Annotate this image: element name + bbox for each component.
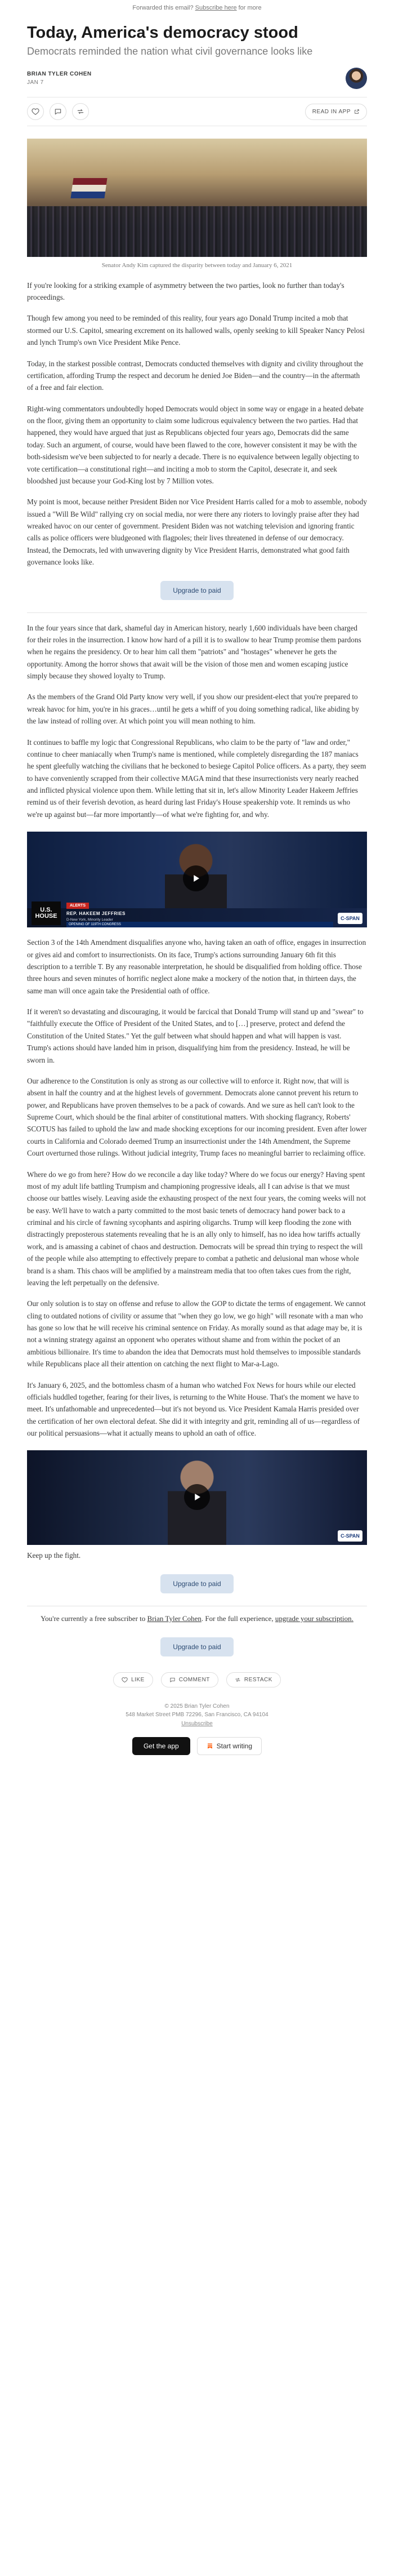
- video-live-tag: ALERTS: [66, 903, 89, 909]
- byline: [27, 68, 367, 89]
- post-actions: [27, 97, 367, 126]
- cspan-logo: C-SPAN: [338, 1530, 362, 1542]
- video-speaker-name: REP. HAKEEM JEFFRIES: [66, 911, 126, 917]
- start-writing-button[interactable]: [197, 1737, 262, 1755]
- hero-image[interactable]: [27, 139, 367, 257]
- subscription-note: [27, 1613, 367, 1625]
- restack-icon: [77, 108, 84, 116]
- play-icon: [192, 1492, 202, 1502]
- paragraph: Though few among you need to be reminded of this reality, four years ago Donald Trump incited a mob that stormed our U.S. Capitol, smearing excrement on its hallowed walls, openly seeking to kill Speaker Nancy Pelosi and lynch Trump's own Vice President Mike Pence.: [27, 314, 365, 347]
- video-ticker: OPENING OF 119TH CONGRESS: [66, 922, 333, 927]
- publication-link[interactable]: Brian Tyler Cohen: [147, 1614, 202, 1623]
- cspan-logo: C-SPAN: [338, 913, 362, 924]
- unsubscribe-link[interactable]: Unsubscribe: [181, 1720, 213, 1727]
- paragraph: As the members of the Grand Old Party know very well, if you show our president-elect that you're prepared to wreak havoc for him, you're in his graces…until he gets a whiff of you doing something radical, like abiding by the law instead of rolling over. At which point you will mean nothing to him.: [27, 692, 359, 726]
- paragraph: If you're looking for a striking example of asymmetry between the two parties, look no further than today's proceedings.: [27, 281, 344, 302]
- upgrade-subscription-link[interactable]: upgrade your subscription.: [275, 1614, 353, 1623]
- divider: [27, 612, 367, 613]
- video-embed-jeffries[interactable]: [27, 832, 367, 927]
- hero-caption: Senator Andy Kim captured the disparity between today and January 6, 2021: [101, 262, 293, 269]
- post-container: [27, 24, 367, 1766]
- hero-flag-shape: [70, 178, 107, 198]
- footer-comment-button[interactable]: [161, 1672, 218, 1687]
- footer: [27, 1702, 367, 1729]
- footer-actions: [27, 1672, 367, 1687]
- comment-button[interactable]: [50, 103, 66, 120]
- forward-suffix: for more: [238, 5, 262, 11]
- closing-line: Keep up the fight.: [27, 1551, 81, 1560]
- hero-crowd-shape: [27, 206, 367, 257]
- paragraph: Right-wing commentators undoubtedly hoped Democrats would object in some way or engage in a heated debate on the floor, giving them an opportunity to claim some ludicrous equivalency between the two parties. Had that happened, they would have argued that just as Republicans objected four years ago, Democrats did the same today. Such an argument, of course, would have been flawed to the core, however consistent it may be with the both-sidesism we've been subjected to for nearly a decade. There is no equivalence between legally objecting to vote certification—a constitutional right—and inciting a mob to storm the Capitol, desecrate it, and seek bloodshed just because your God-King lost by 7 Million votes.: [27, 404, 364, 485]
- restack-button[interactable]: [72, 103, 89, 120]
- paragraph: In the four years since that dark, shameful day in American history, nearly 1,600 individuals have been charged for their roles in the insurrection. I know how hard of a pill it is to swallow to hear Trump promise them pardons when he regains the presidency. Or to hear him call them "patriots" and "hostages" whenever he gets the opportunity. Among the horror shows that await will be the vision of those men and women escaping justice simply because they showed loyalty to Trump.: [27, 623, 361, 681]
- start-writing-label: Start writing: [216, 1742, 253, 1751]
- play-icon: [191, 873, 201, 883]
- footer-address: 548 Market Street PMB 72296, San Francisco, CA 94104: [126, 1712, 268, 1718]
- paragraph: If it weren't so devastating and discouraging, it would be farcical that Donald Trump will stand up and "swear" to "faithfully execute the Office of President of the United States, and to […] preserve, protect and defend the Constitution of the United States." Yet the gulf between what should happen and what will happen is vast. Trump's actions should have landed him in prison, disqualifying him from the presidency. Instead, he will be sworn in.: [27, 1007, 364, 1064]
- sub-note-middle: . For the full experience,: [201, 1614, 274, 1623]
- footer-like-label: LIKE: [131, 1676, 145, 1683]
- footer-restack-button[interactable]: [226, 1672, 281, 1687]
- like-button[interactable]: [27, 103, 44, 120]
- comment-icon: [169, 1677, 176, 1683]
- author-name[interactable]: BRIAN TYLER COHEN: [27, 71, 92, 78]
- paragraph: It continues to baffle my logic that Congressional Republicans, who claim to be the party of "law and order," continue to cheer maniacally when Trump's name is mentioned, while completely disregarding the 187 maniacs he spent gleefully watching the civilians that he beckoned to besiege Capitol Police officers. As a party, they seem to have conveniently scrapped from their collective MAGA mind that these insurrectionists very nearly reached and inflicted physical violence upon them. While letting that sit in, let's allow Minority Leader Hakeem Jeffries remind us of their feverish devotion, as heard during last Friday's House speakership vote. It reminds us who we're up against but—far more importantly—of what we're fighting for, and why.: [27, 738, 366, 819]
- paragraph: Today, in the starkest possible contrast, Democrats conducted themselves with dignity and civility throughout the certification, affording Trump the respect and decorum he denied Joe Biden—and the country—in the aftermath of a free and fair election.: [27, 359, 364, 392]
- video-embed-harris[interactable]: [27, 1450, 367, 1545]
- app-buttons: [27, 1737, 367, 1766]
- post-title: Today, America's democracy stood: [27, 24, 298, 42]
- substack-logo-icon: [207, 1743, 213, 1749]
- upgrade-button[interactable]: Upgrade to paid: [160, 581, 233, 600]
- read-in-app-label: READ IN APP: [312, 108, 351, 115]
- video-house-badge: U.S. HOUSE: [32, 901, 61, 925]
- restack-icon: [235, 1677, 241, 1683]
- heart-icon: [122, 1677, 128, 1683]
- footer-comment-label: COMMENT: [178, 1676, 210, 1683]
- subscribe-link[interactable]: Subscribe here: [195, 5, 237, 11]
- paragraph: Our only solution is to stay on offense and refuse to allow the GOP to dictate the terms of engagement. We cannot cling to outdated notions of civility or assume that "when they go low, we go high" will resonate with a man who has gone so low that he will receive his criminal sentence on Friday. As morally sound as that adage may be, it is not a winning strategy against an opponent who operates without shame and from within the pocket of an ambitious billionaire. It's time to abandon the idea that Democrats must hold themselves to impossible standards while Republicans place all their attention on catching the next flight to Mar-a-Lago.: [27, 1299, 366, 1369]
- read-in-app-button[interactable]: [305, 104, 367, 120]
- upgrade-button-wrap: [27, 1637, 367, 1656]
- external-link-icon: [354, 109, 360, 114]
- avatar[interactable]: [346, 68, 367, 89]
- comment-icon: [54, 108, 62, 116]
- post-subtitle: Democrats reminded the nation what civil governance looks like: [27, 46, 313, 57]
- paragraph: Section 3 of the 14th Amendment disqualifies anyone who, having taken an oath of office, engages in insurrection or gives aid and comfort to insurrectionists. On its face, Trump's actions surrounding January 6th fit this description to a terrible T. By any reasonable interpretation, he should be disqualified from holding office. Those three hours and seven minutes of horrific neglect alone make a mockery of the notion that, in thirteen days, the same man will once again take the Presidential oath of office.: [27, 938, 366, 995]
- footer-copyright: © 2025 Brian Tyler Cohen: [164, 1703, 230, 1709]
- upgrade-button[interactable]: Upgrade to paid: [160, 1637, 233, 1656]
- play-button[interactable]: [183, 865, 209, 891]
- upgrade-button-wrap: [27, 1574, 367, 1593]
- paragraph: My point is moot, because neither President Biden nor Vice President Harris called for a mob to assemble, nobody issued a "Will Be Wild" rallying cry on social media, nor were there any rioters to lovingly praise after they had wreaked havoc on our center of government. President Biden was not watching television and ignoring frantic calls as police officers were bludgeoned with flagpoles; their lives threatened in defense of our democracy. Instead, the Democrats, led with unwavering dignity by Vice President Harris, demonstrated what good faith governance looks like.: [27, 498, 367, 567]
- sub-note-prefix: You're currently a free subscriber to: [41, 1614, 146, 1623]
- footer-like-button[interactable]: [113, 1672, 153, 1687]
- footer-restack-label: RESTACK: [244, 1676, 272, 1683]
- get-the-app-button[interactable]: Get the app: [132, 1737, 190, 1755]
- paragraph: Where do we go from here? How do we reconcile a day like today? Where do we focus our energy? Having spent most of my adult life battling Trumpism and championing progressive ideals, all I can advise is that we must choose our battles wisely. Leaving aside the exhausting prospect of the next four years, the coming weeks will not be easy. We'll have to watch a party committed to the most basic tenets of democracy hand power back to a criminal and his circle of fawning sycophants and aspiring oligarchs. Trump will keep flooding the zone with distractingly preposterous statements revealing that he is an ally only to himself, has no idea how tariffs actually work, and is amassing a cabinet of chaos and destruction. Democrats will be spread thin trying to respect the will of the people while also attempting to effectively prepare to combat a pathetic and delusional man whose whole brand is a sham. This chaos will be amplified by a mainstream media that too often takes cues from the right, leaving the left perpetually on the defensive.: [27, 1170, 366, 1287]
- paragraph: Our adherence to the Constitution is only as strong as our collective will to enforce it. Right now, that will is absent in half the country and at the highest levels of government. Democrats alone cannot prevent his return to power, and Republicans have proven themselves to be a pack of cowards. And we sure as hell can't look to the Supreme Court, which should be the final arbiter of constitutional matters. With shocking flagrancy, Roberts' SCOTUS has failed to uphold the law and made shocking exceptions for our incoming president. Even after lower courts in California and Colorado deemed Trump an insurrectionist under the 14th Amendment, the Supreme Court overturned those rulings. Without judicial integrity, Trump faces no meaningful barrier to reclaiming office.: [27, 1076, 367, 1158]
- post-date: JAN 7: [27, 79, 44, 86]
- forward-text: Forwarded this email?: [132, 5, 194, 11]
- paragraph: It's January 6, 2025, and the bottomless chasm of a human who watched Fox News for hours while our elected officials huddled together, fearing for their lives, is returning to the White House. That's the moment we have to meet. It's unfathomable and unprecedented—but it's not beyond us. Vice President Kamala Harris presided over the certification of her own electoral defeat. She did it with integrity and grit, reminding all of us—regardless of our political persuasions—what it actually means to uphold an oath of office.: [27, 1380, 360, 1438]
- forward-bar: [0, 0, 394, 16]
- heart-icon: [32, 108, 39, 116]
- upgrade-button-wrap: [27, 581, 367, 600]
- upgrade-button[interactable]: Upgrade to paid: [160, 1574, 233, 1593]
- video-speaker-role: D-New York, Minority Leader: [66, 918, 113, 922]
